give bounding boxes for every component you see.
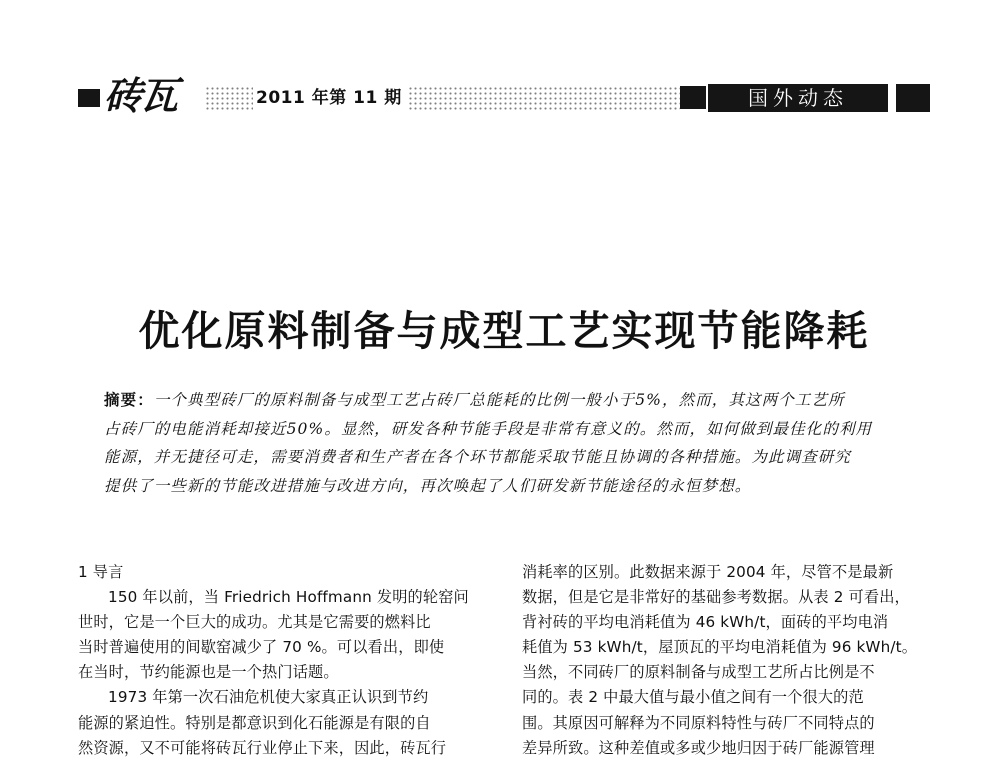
section-label: 国外动态	[708, 84, 888, 112]
abstract-line	[104, 386, 904, 415]
abstract-text: 一个典型砖厂的原料制备与成型工艺占砖厂总能耗的比例一般小于5%，然而，其这两个工艺所	[153, 391, 845, 409]
paragraph-line: 差异所致。这种差值或多或少地归因于砖厂能源管理	[522, 738, 875, 757]
paragraph-line: 数据，但是它是非常好的基础参考数据。从表 2 可看出，	[522, 588, 910, 607]
paragraph-line: 消耗率的区别。此数据来源于 2004 年，尽管不是最新	[522, 563, 894, 581]
abstract-line: 能源，并无捷径可走，需要消费者和生产者在各个环节都能采取节能且协调的各种措施。为此调查研究	[104, 448, 852, 467]
paragraph-line: 背衬砖的平均电消耗值为 46 kWh/t，面砖的平均电消	[522, 613, 889, 632]
body-column-left	[78, 560, 488, 761]
paragraph-line: 同的。表 2 中最大值与最小值之间有一个很大的范	[522, 688, 864, 707]
abstract	[104, 386, 904, 500]
issue-label: 2011 年第 11 期	[256, 88, 402, 108]
body-column-right	[522, 560, 924, 761]
header-dotted-rule	[408, 86, 680, 110]
paragraph-line: 1973 年第一次石油危机使大家真正认识到节约	[108, 688, 429, 707]
paragraph-line: 耗值为 53 kWh/t，屋顶瓦的平均电消耗值为 96 kWh/t。	[522, 638, 918, 657]
paragraph-line: 当然，不同砖厂的原料制备与成型工艺所占比例是不	[522, 663, 875, 682]
paragraph-line: 150 年以前，当 Friedrich Hoffmann 发明的轮窑问	[108, 588, 469, 607]
header-mark-block	[680, 86, 706, 109]
paragraph-line: 然资源，又不可能将砖瓦行业停止下来，因此，砖瓦行	[78, 738, 447, 757]
paragraph-line: 世时，它是一个巨大的成功。尤其是它需要的燃料比	[78, 613, 431, 632]
header-lead-bar	[78, 89, 100, 107]
abstract-line: 占砖厂的电能消耗却接近50%。显然，研发各种节能手段是非常有意义的。然而，如何做到最佳化的利用	[104, 419, 873, 438]
paragraph-line: 围。其原因可解释为不同原料特性与砖厂不同特点的	[522, 713, 875, 732]
abstract-line: 提供了一些新的节能改进措施与改进方向，再次唤起了人们研发新节能途径的永恒梦想。	[104, 476, 752, 495]
journal-logo: 砖瓦	[104, 73, 177, 118]
paragraph-line: 能源的紧迫性。特别是都意识到化石能源是有限的自	[78, 713, 431, 732]
section-heading: 1 导言	[78, 563, 124, 581]
article-title: 优化原料制备与成型工艺实现节能降耗	[138, 307, 870, 355]
header-dotted-rule	[205, 86, 253, 110]
header-tail-bar	[896, 84, 930, 112]
journal-header	[78, 74, 930, 120]
paragraph-line: 当时普遍使用的间歇窑减少了 70 %。可以看出，即使	[78, 638, 445, 657]
abstract-label: 摘要：	[104, 390, 154, 409]
paragraph-line: 在当时，节约能源也是一个热门话题。	[78, 663, 339, 682]
